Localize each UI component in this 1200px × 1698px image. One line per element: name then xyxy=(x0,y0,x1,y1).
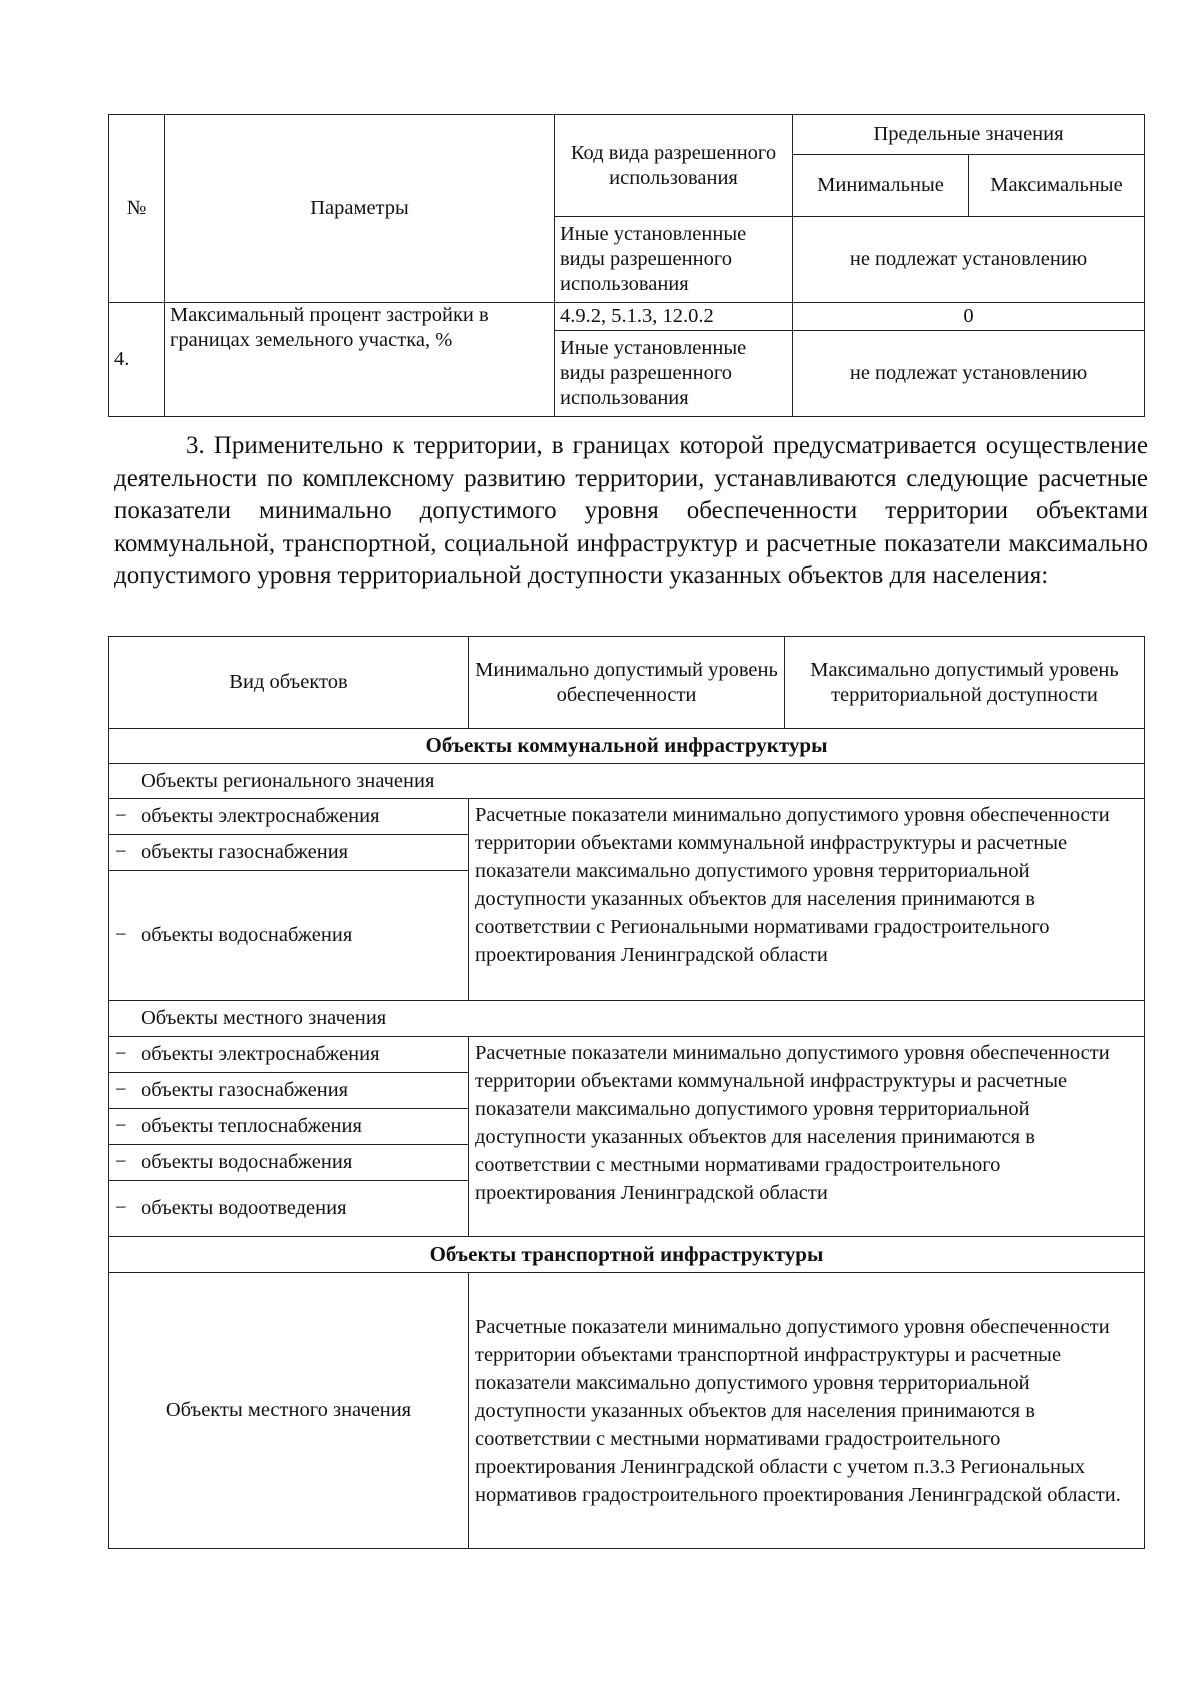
transport-local-title: Объекты местного значения xyxy=(109,1273,469,1549)
row4-code1: 4.9.2, 5.1.3, 12.0.2 xyxy=(555,303,793,331)
header-max: Максимальные xyxy=(969,155,1145,217)
indicators-table xyxy=(108,636,1145,1549)
dash-mark: − xyxy=(115,1151,127,1173)
item-label: объекты электроснабжения xyxy=(141,805,380,827)
communal-regional-title: Объекты регионального значения xyxy=(109,764,1145,799)
item-label: объекты газоснабжения xyxy=(141,1079,349,1101)
header-num: № xyxy=(109,115,165,303)
communal-local-title: Объекты местного значения xyxy=(109,1001,1145,1037)
other-use-value: не подлежат установлению xyxy=(793,217,1145,303)
row4-value1: 0 xyxy=(793,303,1145,331)
dash-mark: − xyxy=(115,1043,127,1065)
transport-section-title: Объекты транспортной инфраструктуры xyxy=(109,1237,1145,1273)
other-use-code: Иные установленные виды разрешенного использования xyxy=(555,217,793,303)
header-limits: Предельные значения xyxy=(793,115,1145,155)
dash-mark: − xyxy=(115,805,127,827)
item-label: объекты газоснабжения xyxy=(141,841,349,863)
header-min: Минимальные xyxy=(793,155,969,217)
header-params: Параметры xyxy=(165,115,555,303)
local-item xyxy=(109,1109,469,1145)
local-item xyxy=(109,1073,469,1109)
item-label: объекты водоснабжения xyxy=(141,924,353,946)
local-item xyxy=(109,1181,469,1237)
transport-norms-text: Расчетные показатели минимально допустимого уровня обеспеченности территории объектами транспортной инфраструктуры и расчетные показатели максимально допустимого уровня территориальной доступности указанных объектов для населения принимаются в соответствии с местными нормативами градостроительного проектирования Ленинградской области с учетом п.3.3 Региональных нормативов градостроительного проектирования Ленинградской области. xyxy=(469,1273,1145,1549)
local-item xyxy=(109,1145,469,1181)
item-label: объекты водоотведения xyxy=(141,1197,347,1219)
regional-item xyxy=(109,871,469,1001)
dash-mark: − xyxy=(115,924,127,946)
parameters-table xyxy=(108,114,1145,417)
section-3-paragraph: 3. Применительно к территории, в границах которой предусматривается осуществление деятельности по комплексному развитию территории, устанавливаются следующие расчетные показатели минимально допустимого уровня обеспеченности территории объектами коммунальной, транспортной, социальной инфраструктур и расчетные показатели максимально допустимого уровня территориальной доступности указанных объектов для населения: xyxy=(114,432,1148,589)
item-label: объекты электроснабжения xyxy=(141,1043,380,1065)
row4-code2: Иные установленные виды разрешенного использования xyxy=(555,331,793,417)
row4-value2: не подлежат установлению xyxy=(793,331,1145,417)
regional-norms-text: Расчетные показатели минимально допустимого уровня обеспеченности территории объектами коммунальной инфраструктуры и расчетные показатели максимально допустимого уровня территориальной доступности указанных объектов для населения принимаются в соответствии с Региональными нормативами градостроительного проектирования Ленинградской области xyxy=(469,799,1145,1001)
header-min-level: Минимально допустимый уровень обеспеченности xyxy=(469,637,785,729)
dash-mark: − xyxy=(115,1115,127,1137)
header-code: Код вида разрешенного использования xyxy=(555,115,793,217)
dash-mark: − xyxy=(115,841,127,863)
communal-section-title: Объекты коммунальной инфраструктуры xyxy=(109,729,1145,764)
dash-mark: − xyxy=(115,1197,127,1219)
regional-item xyxy=(109,835,469,871)
regional-item xyxy=(109,799,469,835)
row4-num: 4. xyxy=(109,303,165,417)
item-label: объекты теплоснабжения xyxy=(141,1115,362,1137)
local-norms-text: Расчетные показатели минимально допустимого уровня обеспеченности территории объектами коммунальной инфраструктуры и расчетные показатели максимально допустимого уровня территориальной доступности указанных объектов для населения принимаются в соответствии с местными нормативами градостроительного проектирования Ленинградской области xyxy=(469,1037,1145,1237)
local-item xyxy=(109,1037,469,1073)
header-object-type: Вид объектов xyxy=(109,637,469,729)
item-label: объекты водоснабжения xyxy=(141,1151,353,1173)
dash-mark: − xyxy=(115,1079,127,1101)
row4-param: Максимальный процент застройки в границах земельного участка, % xyxy=(165,303,555,417)
header-max-level: Максимально допустимый уровень территориальной доступности xyxy=(785,637,1145,729)
